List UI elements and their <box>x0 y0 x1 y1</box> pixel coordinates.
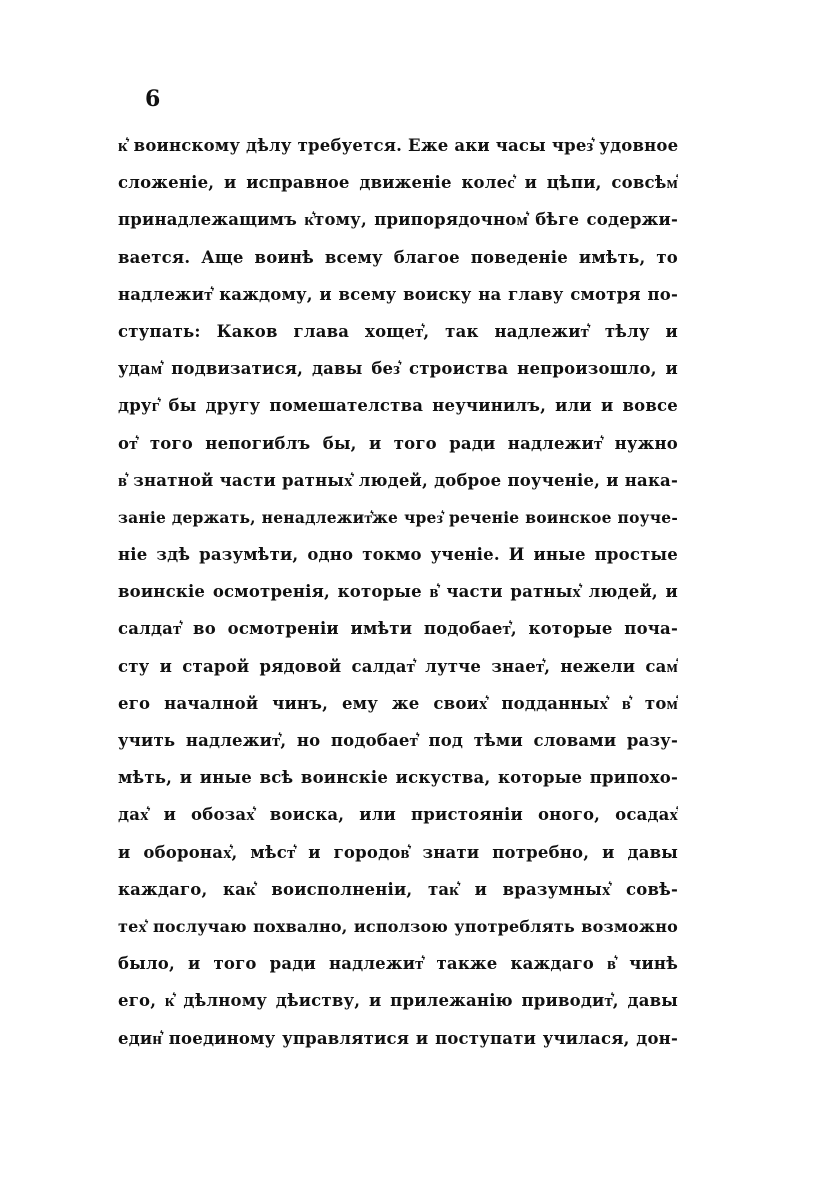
text-line: принадлежащимъ к͛тому, припорядочном͛ бѣге содержи- <box>118 210 678 230</box>
text-line: един͛ поединому управлятися и поступати училася, дон- <box>118 1028 678 1048</box>
text-line: мѣть, и иные всѣ воинскіе искуства, которые припохо- <box>118 768 678 788</box>
text-line: каждаго, как͛ воисполненіи, так͛ и вразумных͛ совѣ- <box>118 879 678 899</box>
text-line: учить надлежит͛, но подобает͛ под тѣми словами разу- <box>118 731 678 750</box>
text-line: ступать: Каков глава хощет͛, так надлежит͛ тѣлу и <box>118 321 678 341</box>
text-line: дах͛ и обозах͛ воиска, или пристояніи оного, осадах͛ <box>118 805 678 825</box>
text-line: к͛ воинскому дѣлу требуется. Еже аки часы чрез͛ удовное <box>118 136 678 155</box>
text-line: его, к͛ дѣлному дѣиству, и прилежанію приводит͛, давы <box>118 991 678 1011</box>
text-line: заніе держать, ненадлежит͛же чрез͛ реченіе воинское поуче- <box>118 507 678 527</box>
text-line: сту и старой рядовой салдат͛ лутче знает͛, нежели сам͛ <box>118 656 678 676</box>
text-line: удам͛ подвизатися, давы без͛ строиства непроизошло, и <box>118 359 678 379</box>
text-line: друг͛ бы другу помешателства неучинилъ, или и вовсе <box>118 396 678 416</box>
text-line: и оборонах͛, мѣст͛ и городов͛ знати потребно, и давы <box>118 842 678 862</box>
text-line: его началной чинъ, ему же своих͛ подданных͛ в͛ том͛ <box>118 693 678 713</box>
text-line: воинскіе осмотренія, которые в͛ части ратных͛ людей, и <box>118 582 678 602</box>
text-line: от͛ того непогиблъ бы, и того ради надлежит͛ нужно <box>118 433 678 453</box>
text-line: в͛ знатной части ратных͛ людей, доброе поученіе, и нака- <box>118 470 678 490</box>
body-text <box>118 127 678 1057</box>
text-line: вается. Аще воинѣ всему благое поведеніе имѣть, то <box>118 247 678 267</box>
text-line: было, и того ради надлежит͛ также каждаго в͛ чинѣ <box>118 954 678 974</box>
text-line: салдат͛ во осмотреніи имѣти подобает͛, которые поча- <box>118 619 678 639</box>
text-line: надлежит͛ каждому, и всему воиску на главу смотря по- <box>118 284 678 304</box>
text-line: тех͛ послучаю похвално, исползою употреблять возможно <box>118 916 678 936</box>
text-line: ніе здѣ разумѣти, одно токмо ученіе. И иные простые <box>118 545 678 565</box>
page-number: 6 <box>145 86 161 112</box>
text-line: сложеніе, и исправное движеніе колес͛ и цѣпи, совсѣм͛ <box>118 173 678 193</box>
